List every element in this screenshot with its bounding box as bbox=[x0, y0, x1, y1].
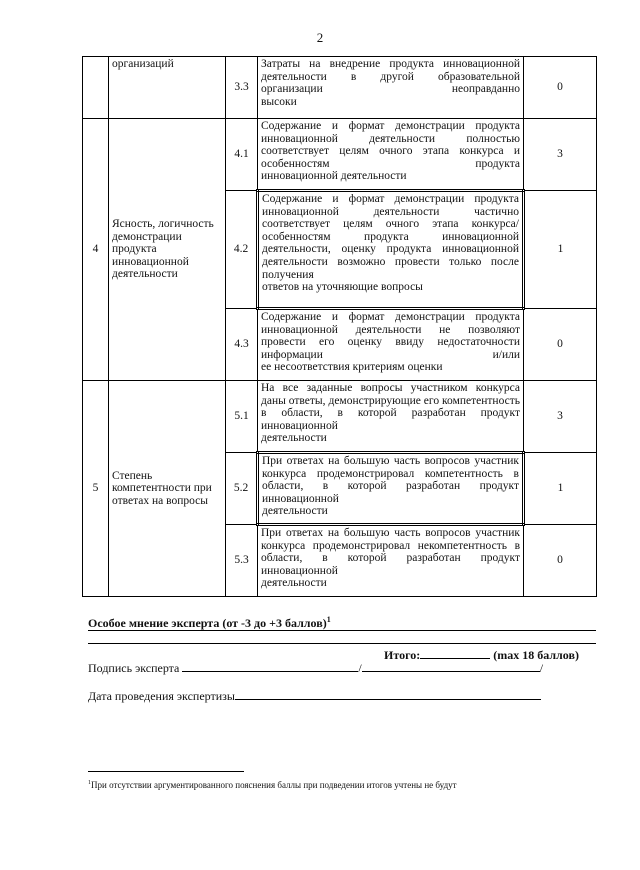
table-row bbox=[83, 119, 597, 191]
sub-criterion-number: 3.3 bbox=[226, 57, 258, 119]
points-cell: 0 bbox=[524, 525, 597, 597]
points-cell: 3 bbox=[524, 381, 597, 453]
sub-criterion-number: 5.3 bbox=[226, 525, 258, 597]
points-cell: 3 bbox=[524, 119, 597, 191]
signature-blank[interactable] bbox=[182, 660, 358, 672]
total-blank[interactable] bbox=[420, 647, 490, 659]
points-cell: 1 bbox=[524, 453, 597, 525]
points-cell: 0 bbox=[524, 57, 597, 119]
sub-criterion-description: При ответах на большую часть вопросов участник конкурса продемонстрировал некомпетентность в области, в которой разработан продукт инновационной деятельности bbox=[258, 525, 524, 597]
criterion-name-cell: Степень компетентности при ответах на вопросы bbox=[109, 381, 226, 597]
criterion-name-cell: Ясность, логичность демонстрации продукта инновационной деятельности bbox=[109, 119, 226, 381]
signature-name-blank[interactable] bbox=[362, 660, 540, 672]
sub-criterion-description: При ответах на большую часть вопросов участник конкурса продемонстрировал компетентность в области, в которой разработан продукт инновационной деятельности bbox=[258, 453, 524, 525]
sub-criterion-number: 5.2 bbox=[226, 453, 258, 525]
sub-criterion-description: Содержание и формат демонстрации продукта инновационной деятельности частично соответствует целям очного этапа конкурса/особенностям продукта инновационной деятельности, оценку продукта инновационной деятельности возможно провести только после получения ответов на уточняющие вопросы bbox=[258, 191, 524, 309]
criterion-number-cell: 5 bbox=[83, 381, 109, 597]
sub-criterion-number: 4.2 bbox=[226, 191, 258, 309]
criteria-table bbox=[82, 56, 597, 597]
footnote-separator bbox=[88, 771, 244, 772]
points-cell: 1 bbox=[524, 191, 597, 309]
criterion-number-cell bbox=[83, 57, 109, 119]
footnote: $^1$При отсутствии аргументированного пояснения баллы при подведении итогов учтены не будут bbox=[88, 780, 457, 790]
sub-criterion-number: 4.1 bbox=[226, 119, 258, 191]
opinion-line-1 bbox=[88, 630, 596, 631]
sub-criterion-description: Затраты на внедрение продукта инновационной деятельности в другой образовательной организации неоправданно высоки bbox=[258, 57, 524, 119]
sub-criterion-number: 4.3 bbox=[226, 309, 258, 381]
table-row bbox=[83, 381, 597, 453]
page-number: 2 bbox=[316, 30, 324, 45]
date-blank[interactable] bbox=[235, 688, 541, 700]
sub-criterion-number: 5.1 bbox=[226, 381, 258, 453]
signature-row: Подпись эксперта / / bbox=[88, 661, 544, 675]
expertise-date-row: Дата проведения экспертизы bbox=[88, 688, 541, 704]
expert-opinion-label: Особое мнение эксперта (от -3 до +3 баллов)$^1$ bbox=[88, 615, 331, 630]
sub-criterion-description: На все заданные вопросы участником конкурса даны ответы, демонстрирующие его компетентность в области, в которой разработан продукт инновационной деятельности bbox=[258, 381, 524, 453]
sub-criterion-description: Содержание и формат демонстрации продукта инновационной деятельности полностью соответствует целям очного этапа конкурса и особенностям продукта инновационной деятельности bbox=[258, 119, 524, 191]
total-score: Итого: (max 18 баллов) bbox=[384, 648, 579, 662]
criterion-name-cell: организаций bbox=[109, 57, 226, 119]
criterion-number-cell: 4 bbox=[83, 119, 109, 381]
opinion-line-2 bbox=[88, 643, 596, 644]
table-row bbox=[83, 57, 597, 119]
points-cell: 0 bbox=[524, 309, 597, 381]
sub-criterion-description: Содержание и формат демонстрации продукта инновационной деятельности не позволяют провести его оценку ввиду недостаточности информации и/или ее несоответствия критериям оценки bbox=[258, 309, 524, 381]
